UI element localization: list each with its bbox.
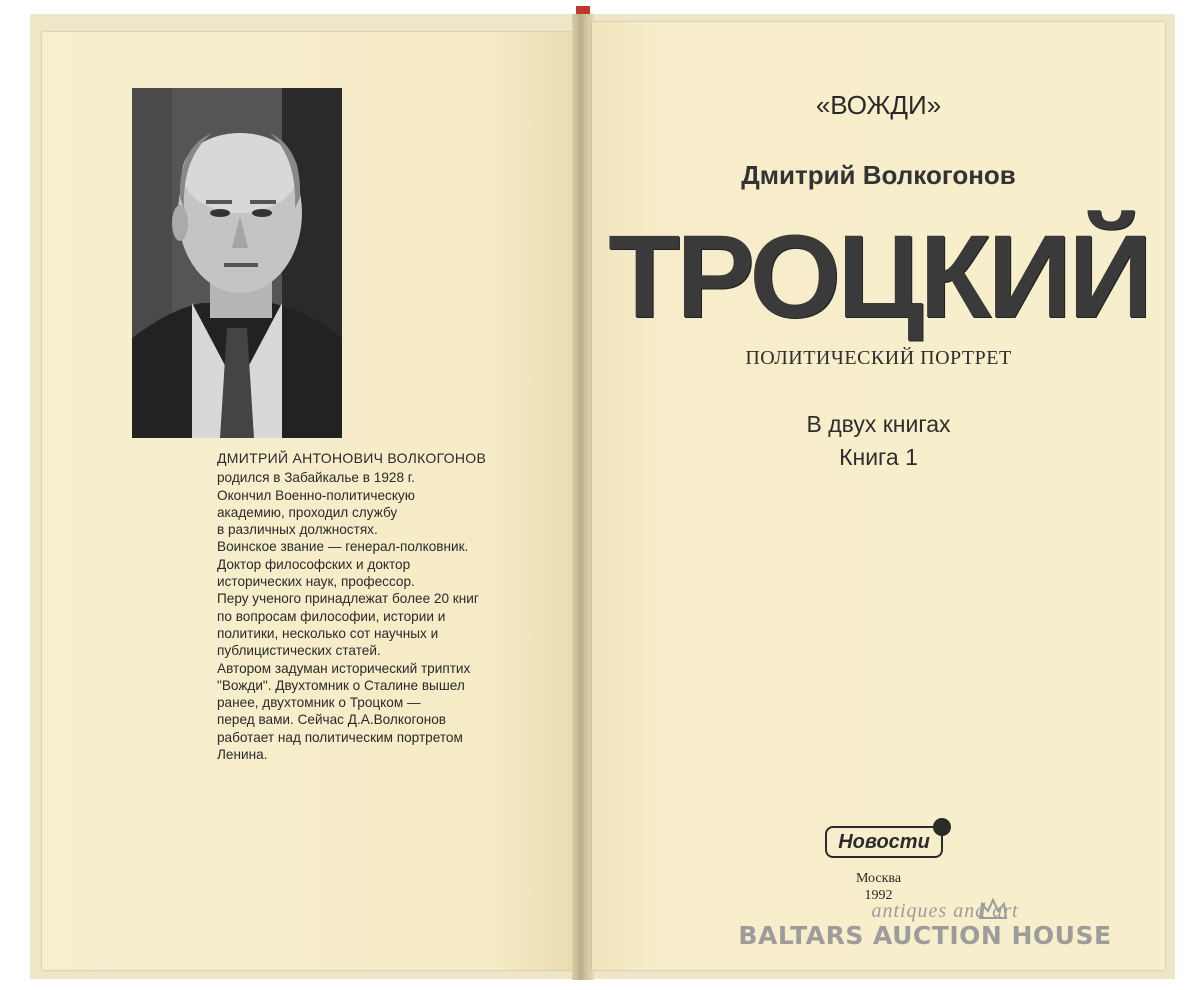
- bio-line: "Вожди". Двухтомник о Сталине вышел: [217, 677, 465, 693]
- bio-line: публицистических статей.: [217, 643, 381, 659]
- watermark-tagline: antiques and art: [871, 900, 1019, 922]
- publisher-name: Новости: [838, 830, 930, 853]
- book-title: ТРОЦКИЙ: [608, 211, 1149, 343]
- right-page-title: [592, 22, 1165, 970]
- author-name: Дмитрий Волкогонов: [741, 160, 1016, 190]
- bio-line: Автором задуман исторический триптих: [217, 660, 471, 676]
- bio-line: родился в Забайкалье в 1928 г.: [217, 470, 415, 486]
- series-title: «ВОЖДИ»: [815, 90, 942, 120]
- left-page: [42, 32, 572, 970]
- bio-line: перед вами. Сейчас Д.А.Волкогонов: [217, 712, 447, 728]
- bio-line: Окончил Военно-политическую: [217, 487, 415, 503]
- bio-line: работает над политическим портретом: [217, 729, 463, 745]
- bio-line: по вопросам философии, истории и: [217, 608, 446, 624]
- bio-line: Доктор философских и доктор: [217, 556, 411, 572]
- watermark-brand: BALTARS AUCTION HOUSE: [738, 921, 1112, 950]
- volume-count: В двух книгах: [806, 411, 951, 437]
- logo-dot-icon: [933, 818, 951, 836]
- publication-city: Москва: [855, 871, 902, 886]
- bio-line: Перу ученого принадлежат более 20 книг: [217, 591, 479, 607]
- bio-line: Ленина.: [217, 747, 268, 763]
- book-spine: [572, 14, 594, 980]
- bio-line: академию, проходил службу: [217, 504, 398, 520]
- publication-year: 1992: [864, 888, 893, 903]
- bio-line: исторических наук, профессор.: [217, 574, 415, 590]
- bio-line: в различных должностях.: [217, 522, 378, 538]
- volume-number: Книга 1: [839, 444, 918, 470]
- bio-line: Воинское звание — генерал-полковник.: [217, 539, 469, 555]
- volume-info: [592, 408, 1165, 474]
- bio-line: ранее, двухтомник о Троцком —: [217, 695, 421, 711]
- bio-line: политики, несколько сот научных и: [217, 625, 439, 641]
- publisher-logo: [825, 826, 943, 858]
- watermark: [725, 900, 1125, 950]
- crown-icon: [978, 898, 1008, 920]
- book-subtitle: ПОЛИТИЧЕСКИЙ ПОРТРЕТ: [745, 347, 1012, 369]
- bio-author-name: ДМИТРИЙ АНТОНОВИЧ ВОЛКОГОНОВ: [217, 450, 487, 466]
- author-biography: [217, 450, 547, 763]
- author-portrait-photo: [132, 88, 342, 438]
- publication-place: [592, 870, 1165, 904]
